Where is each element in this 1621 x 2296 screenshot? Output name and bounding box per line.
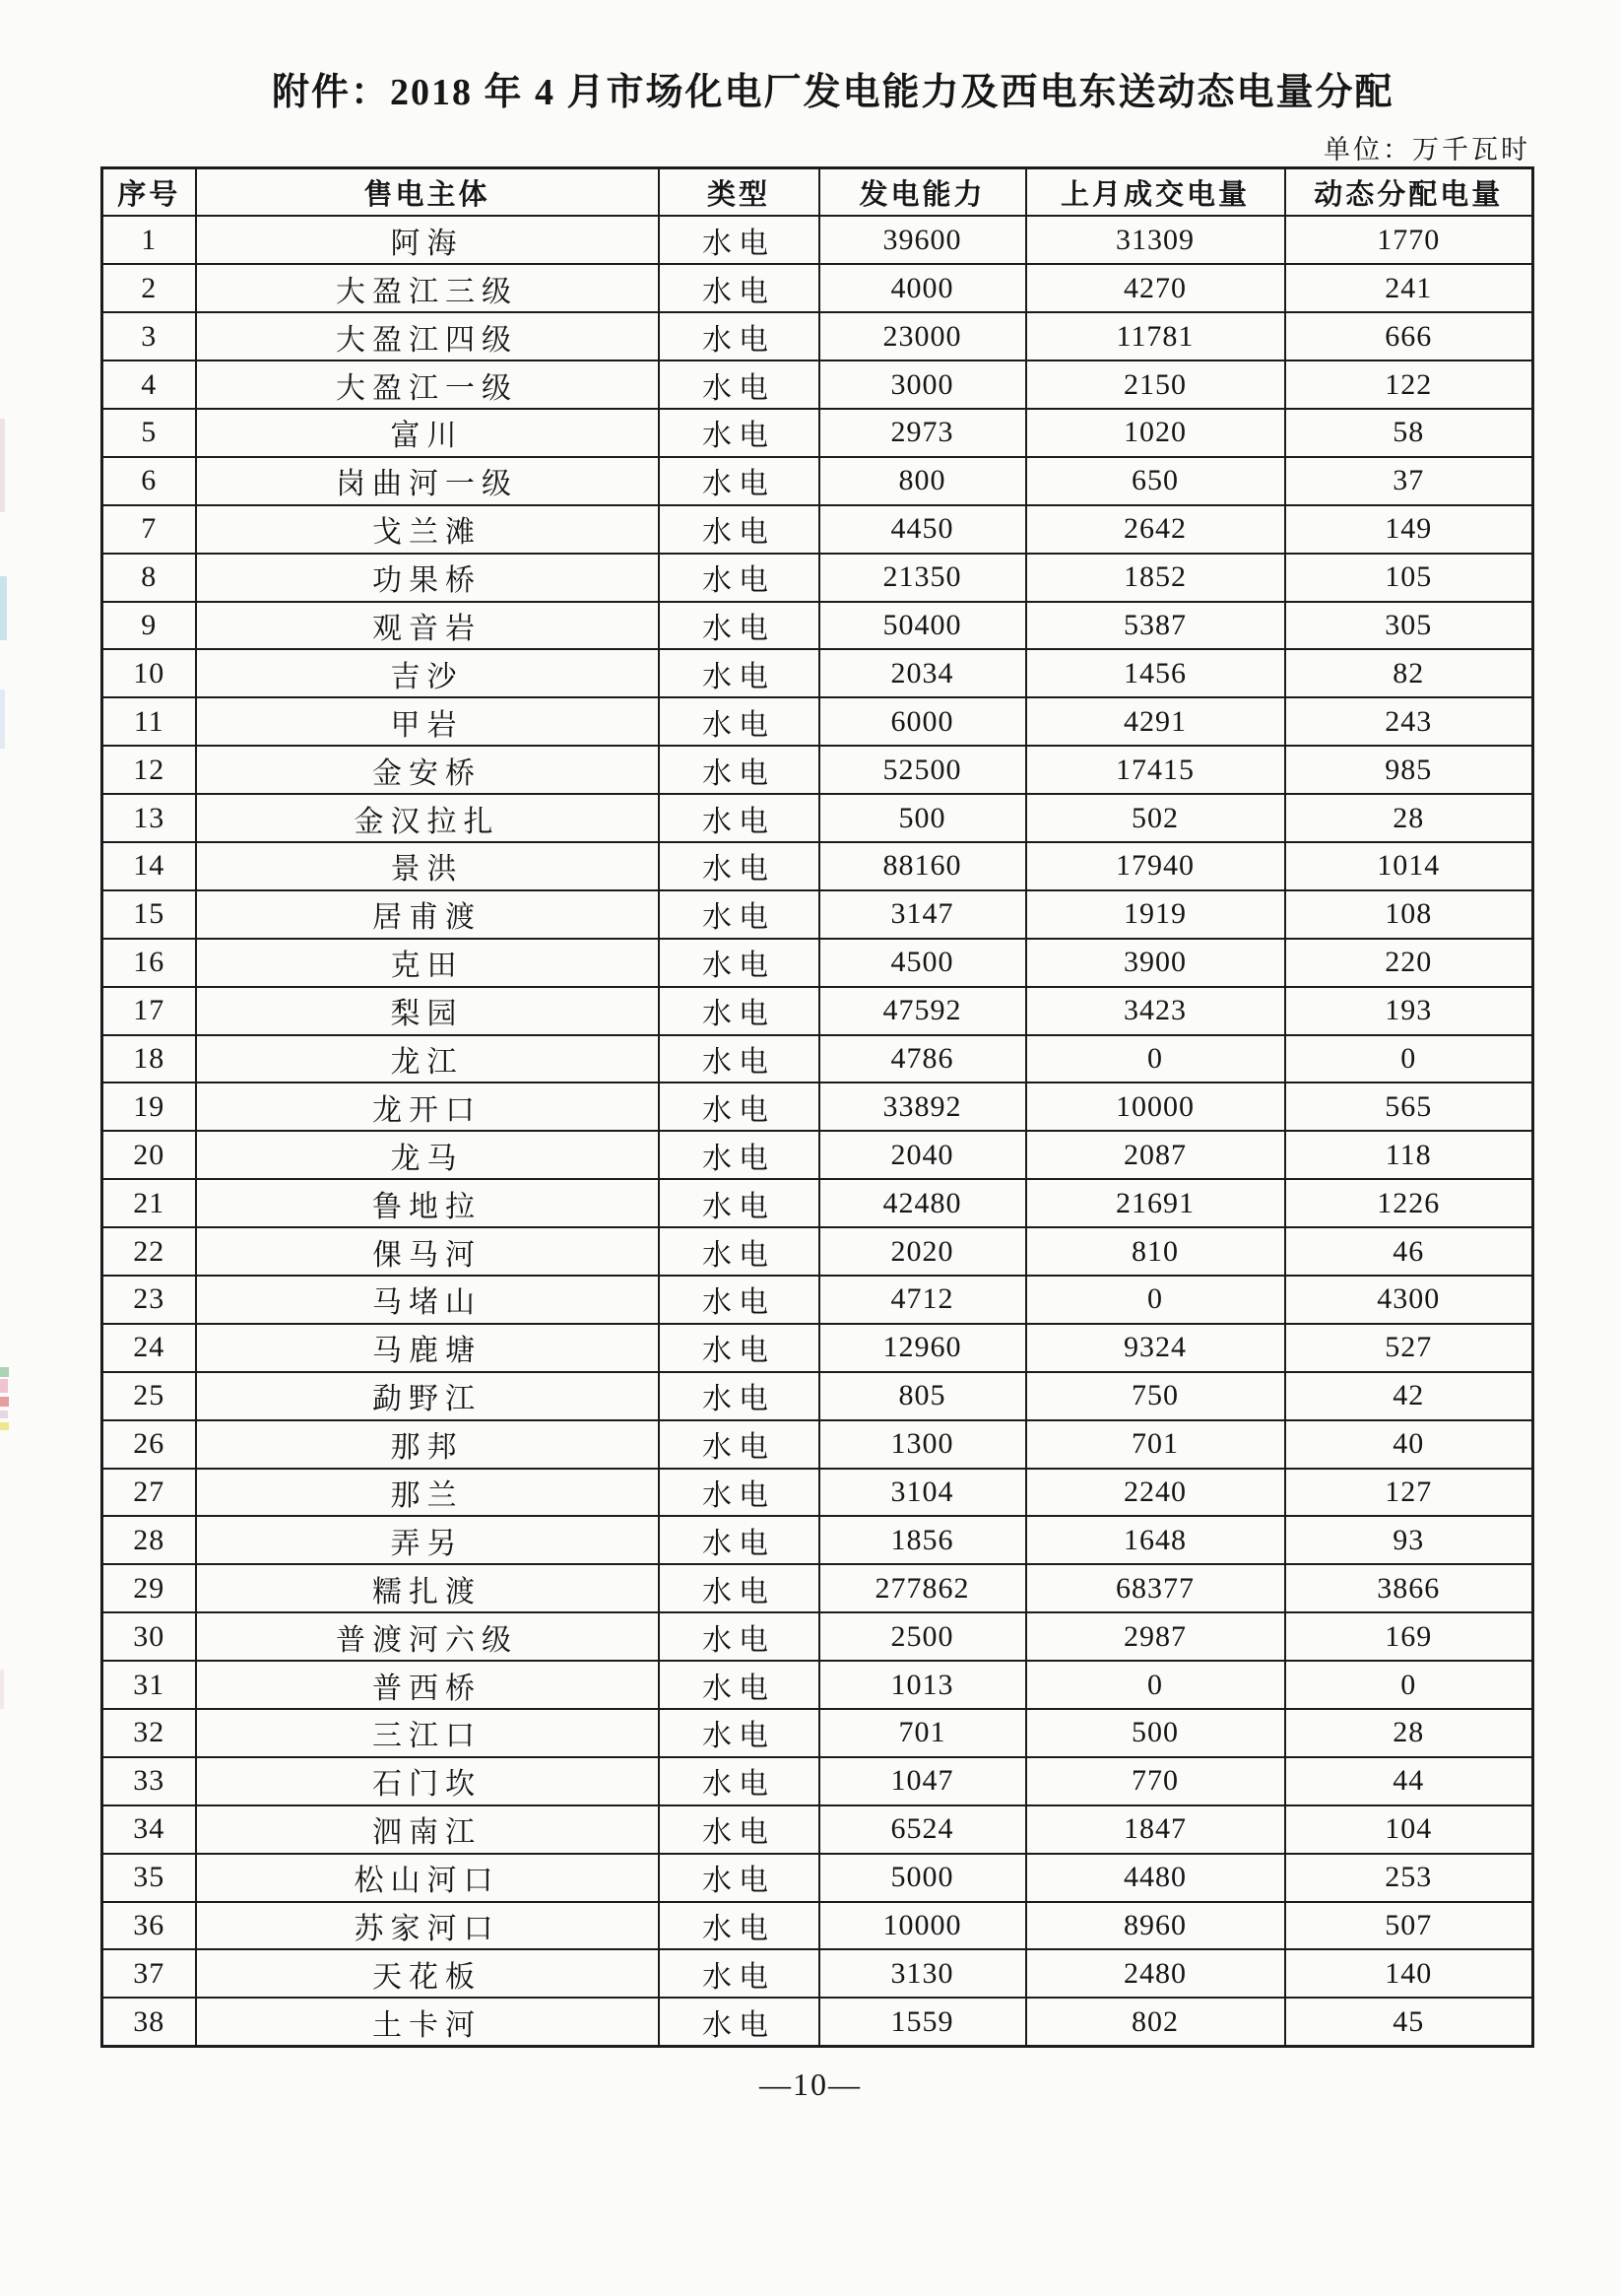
table-cell-seller: 金汉拉扎 — [196, 794, 659, 842]
table-cell-seller: 苏家河口 — [196, 1902, 659, 1950]
table-cell-type: 水电 — [659, 939, 819, 987]
table-row — [102, 1082, 1533, 1131]
table-cell-type: 水电 — [659, 1564, 819, 1612]
table-cell-last-month: 1852 — [1026, 554, 1285, 602]
table-cell-capacity: 52500 — [819, 746, 1026, 794]
table-cell-seller: 居甫渡 — [196, 890, 659, 939]
table-cell-allocation: 108 — [1285, 890, 1533, 939]
table-row — [102, 939, 1533, 987]
table-cell-type: 水电 — [659, 1998, 819, 2046]
table-cell-capacity: 47592 — [819, 987, 1026, 1035]
table-cell-last-month: 5387 — [1026, 602, 1285, 650]
table-cell-allocation: 93 — [1285, 1516, 1533, 1564]
table-cell-capacity: 805 — [819, 1372, 1026, 1420]
table-cell-last-month: 17940 — [1026, 842, 1285, 890]
table-cell-seller: 泗南江 — [196, 1805, 659, 1854]
table-cell-capacity: 4000 — [819, 264, 1026, 312]
table-cell-type: 水电 — [659, 1949, 819, 1998]
table-row — [102, 457, 1533, 505]
table-row — [102, 1469, 1533, 1517]
table-cell-type: 水电 — [659, 649, 819, 697]
table-cell-capacity: 4450 — [819, 505, 1026, 554]
table-row — [102, 602, 1533, 650]
table-cell-last-month: 0 — [1026, 1276, 1285, 1324]
table-row — [102, 794, 1533, 842]
table-cell-seller: 富川 — [196, 409, 659, 457]
table-cell-type: 水电 — [659, 1902, 819, 1950]
table-cell-capacity: 2500 — [819, 1612, 1026, 1661]
table-row — [102, 1372, 1533, 1420]
table-cell-allocation: 46 — [1285, 1227, 1533, 1276]
table-cell-last-month: 2642 — [1026, 505, 1285, 554]
table-row — [102, 987, 1533, 1035]
table-cell-index: 32 — [102, 1709, 196, 1757]
table-cell-index: 14 — [102, 842, 196, 890]
table-cell-capacity: 33892 — [819, 1082, 1026, 1131]
table-row — [102, 1276, 1533, 1324]
table-row — [102, 1949, 1533, 1998]
table-cell-allocation: 1770 — [1285, 216, 1533, 264]
table-cell-type: 水电 — [659, 505, 819, 554]
table-cell-index: 27 — [102, 1469, 196, 1517]
table-cell-type: 水电 — [659, 1516, 819, 1564]
table-cell-type: 水电 — [659, 1227, 819, 1276]
table-cell-last-month: 68377 — [1026, 1564, 1285, 1612]
table-cell-last-month: 3423 — [1026, 987, 1285, 1035]
table-cell-type: 水电 — [659, 697, 819, 746]
table-cell-capacity: 1013 — [819, 1661, 1026, 1709]
table-cell-seller: 倮马河 — [196, 1227, 659, 1276]
table-cell-seller: 克田 — [196, 939, 659, 987]
table-cell-type: 水电 — [659, 216, 819, 264]
table-cell-type: 水电 — [659, 361, 819, 409]
table-cell-index: 35 — [102, 1854, 196, 1902]
table-cell-capacity: 3130 — [819, 1949, 1026, 1998]
table-cell-allocation: 3866 — [1285, 1564, 1533, 1612]
table-row — [102, 1805, 1533, 1854]
table-cell-index: 30 — [102, 1612, 196, 1661]
table-cell-type: 水电 — [659, 890, 819, 939]
table-row — [102, 1179, 1533, 1227]
table-cell-last-month: 2480 — [1026, 1949, 1285, 1998]
table-cell-seller: 大盈江一级 — [196, 361, 659, 409]
table-row — [102, 361, 1533, 409]
table-row — [102, 1854, 1533, 1902]
table-cell-type: 水电 — [659, 746, 819, 794]
table-cell-index: 11 — [102, 697, 196, 746]
scan-artifact — [0, 1397, 9, 1407]
table-cell-type: 水电 — [659, 409, 819, 457]
table-cell-seller: 马堵山 — [196, 1276, 659, 1324]
table-cell-allocation: 122 — [1285, 361, 1533, 409]
table-cell-index: 5 — [102, 409, 196, 457]
table-cell-type: 水电 — [659, 1854, 819, 1902]
table-cell-capacity: 2973 — [819, 409, 1026, 457]
table-cell-capacity: 88160 — [819, 842, 1026, 890]
table-cell-last-month: 1919 — [1026, 890, 1285, 939]
table-cell-capacity: 4500 — [819, 939, 1026, 987]
table-cell-allocation: 0 — [1285, 1661, 1533, 1709]
table-row — [102, 1709, 1533, 1757]
table-cell-allocation: 82 — [1285, 649, 1533, 697]
table-cell-capacity: 6000 — [819, 697, 1026, 746]
table-cell-last-month: 750 — [1026, 1372, 1285, 1420]
table-cell-allocation: 149 — [1285, 505, 1533, 554]
table-cell-type: 水电 — [659, 1131, 819, 1179]
table-cell-capacity: 500 — [819, 794, 1026, 842]
table-cell-allocation: 104 — [1285, 1805, 1533, 1854]
col-header-last-month: 上月成交电量 — [1026, 168, 1285, 217]
table-row — [102, 1420, 1533, 1469]
table-cell-capacity: 50400 — [819, 602, 1026, 650]
table-cell-index: 8 — [102, 554, 196, 602]
table-cell-capacity: 1559 — [819, 1998, 1026, 2046]
table-cell-type: 水电 — [659, 1612, 819, 1661]
table-cell-seller: 龙马 — [196, 1131, 659, 1179]
table-cell-allocation: 4300 — [1285, 1276, 1533, 1324]
table-cell-allocation: 666 — [1285, 312, 1533, 361]
table-cell-index: 22 — [102, 1227, 196, 1276]
table-cell-seller: 甲岩 — [196, 697, 659, 746]
table-cell-seller: 功果桥 — [196, 554, 659, 602]
table-cell-seller: 普西桥 — [196, 1661, 659, 1709]
table-cell-seller: 观音岩 — [196, 602, 659, 650]
table-row — [102, 1757, 1533, 1805]
table-row — [102, 842, 1533, 890]
table-row — [102, 1564, 1533, 1612]
table-cell-last-month: 2087 — [1026, 1131, 1285, 1179]
table-cell-allocation: 169 — [1285, 1612, 1533, 1661]
allocation-table — [100, 166, 1534, 2048]
table-row — [102, 554, 1533, 602]
table-cell-seller: 三江口 — [196, 1709, 659, 1757]
table-cell-last-month: 701 — [1026, 1420, 1285, 1469]
scan-artifact — [0, 1367, 9, 1377]
table-row — [102, 697, 1533, 746]
table-cell-type: 水电 — [659, 1324, 819, 1372]
table-cell-index: 33 — [102, 1757, 196, 1805]
table-cell-last-month: 4291 — [1026, 697, 1285, 746]
table-cell-last-month: 9324 — [1026, 1324, 1285, 1372]
table-cell-type: 水电 — [659, 312, 819, 361]
table-cell-allocation: 105 — [1285, 554, 1533, 602]
page-title: 附件：2018 年 4 月市场化电厂发电能力及西电东送动态电量分配 — [272, 72, 1394, 113]
table-row — [102, 1661, 1533, 1709]
table-row — [102, 409, 1533, 457]
table-cell-index: 23 — [102, 1276, 196, 1324]
table-cell-last-month: 1648 — [1026, 1516, 1285, 1564]
table-cell-allocation: 0 — [1285, 1035, 1533, 1083]
table-cell-capacity: 1047 — [819, 1757, 1026, 1805]
table-cell-type: 水电 — [659, 1420, 819, 1469]
table-cell-capacity: 4786 — [819, 1035, 1026, 1083]
table-cell-allocation: 58 — [1285, 409, 1533, 457]
table-row — [102, 1998, 1533, 2046]
table-cell-allocation: 42 — [1285, 1372, 1533, 1420]
table-row — [102, 1324, 1533, 1372]
table-row — [102, 1516, 1533, 1564]
scan-artifact — [0, 1410, 8, 1418]
table-cell-index: 36 — [102, 1902, 196, 1950]
table-cell-last-month: 31309 — [1026, 216, 1285, 264]
table-cell-type: 水电 — [659, 1805, 819, 1854]
table-cell-seller: 天花板 — [196, 1949, 659, 1998]
table-cell-allocation: 1014 — [1285, 842, 1533, 890]
table-cell-capacity: 39600 — [819, 216, 1026, 264]
table-cell-capacity: 800 — [819, 457, 1026, 505]
table-cell-index: 26 — [102, 1420, 196, 1469]
table-row — [102, 312, 1533, 361]
table-row — [102, 505, 1533, 554]
scan-artifact — [0, 1379, 8, 1393]
table-cell-type: 水电 — [659, 1276, 819, 1324]
table-cell-last-month: 650 — [1026, 457, 1285, 505]
table-row — [102, 1902, 1533, 1950]
table-cell-capacity: 2020 — [819, 1227, 1026, 1276]
table-cell-capacity: 21350 — [819, 554, 1026, 602]
col-header-type: 类型 — [659, 168, 819, 217]
table-cell-index: 4 — [102, 361, 196, 409]
table-cell-seller: 马鹿塘 — [196, 1324, 659, 1372]
table-cell-last-month: 10000 — [1026, 1082, 1285, 1131]
table-cell-index: 7 — [102, 505, 196, 554]
table-cell-capacity: 12960 — [819, 1324, 1026, 1372]
table-cell-last-month: 1847 — [1026, 1805, 1285, 1854]
table-cell-seller: 金安桥 — [196, 746, 659, 794]
table-cell-type: 水电 — [659, 1757, 819, 1805]
scan-artifact — [0, 576, 7, 640]
table-cell-allocation: 37 — [1285, 457, 1533, 505]
table-cell-index: 12 — [102, 746, 196, 794]
table-row — [102, 216, 1533, 264]
table-cell-seller: 龙开口 — [196, 1082, 659, 1131]
table-cell-index: 6 — [102, 457, 196, 505]
table-cell-last-month: 3900 — [1026, 939, 1285, 987]
table-cell-last-month: 11781 — [1026, 312, 1285, 361]
table-row — [102, 1035, 1533, 1083]
table-cell-capacity: 2040 — [819, 1131, 1026, 1179]
table-cell-last-month: 770 — [1026, 1757, 1285, 1805]
table-cell-index: 25 — [102, 1372, 196, 1420]
table-cell-seller: 那邦 — [196, 1420, 659, 1469]
table-cell-type: 水电 — [659, 1709, 819, 1757]
table-cell-index: 20 — [102, 1131, 196, 1179]
table-cell-type: 水电 — [659, 264, 819, 312]
col-header-capacity: 发电能力 — [819, 168, 1026, 217]
table-cell-seller: 大盈江四级 — [196, 312, 659, 361]
table-cell-capacity: 1300 — [819, 1420, 1026, 1469]
table-cell-seller: 土卡河 — [196, 1998, 659, 2046]
table-cell-type: 水电 — [659, 1469, 819, 1517]
table-cell-capacity: 701 — [819, 1709, 1026, 1757]
table-cell-last-month: 1020 — [1026, 409, 1285, 457]
table-cell-seller: 戈兰滩 — [196, 505, 659, 554]
table-cell-seller: 龙江 — [196, 1035, 659, 1083]
table-cell-index: 29 — [102, 1564, 196, 1612]
table-cell-seller: 阿海 — [196, 216, 659, 264]
table-cell-index: 24 — [102, 1324, 196, 1372]
table-cell-type: 水电 — [659, 602, 819, 650]
table-cell-index: 18 — [102, 1035, 196, 1083]
table-header-row — [102, 168, 1533, 217]
table-cell-seller: 糯扎渡 — [196, 1564, 659, 1612]
table-cell-index: 31 — [102, 1661, 196, 1709]
table-cell-index: 38 — [102, 1998, 196, 2046]
table-cell-type: 水电 — [659, 842, 819, 890]
table-cell-allocation: 28 — [1285, 1709, 1533, 1757]
table-cell-index: 3 — [102, 312, 196, 361]
table-cell-seller: 景洪 — [196, 842, 659, 890]
table-cell-seller: 松山河口 — [196, 1854, 659, 1902]
table-cell-capacity: 2034 — [819, 649, 1026, 697]
table-cell-allocation: 507 — [1285, 1902, 1533, 1950]
table-cell-index: 9 — [102, 602, 196, 650]
scan-artifact — [0, 419, 5, 512]
table-cell-type: 水电 — [659, 1035, 819, 1083]
table-cell-seller: 石门坎 — [196, 1757, 659, 1805]
table-row — [102, 1612, 1533, 1661]
col-header-allocation: 动态分配电量 — [1285, 168, 1533, 217]
table-row — [102, 890, 1533, 939]
table-cell-index: 19 — [102, 1082, 196, 1131]
table-cell-capacity: 10000 — [819, 1902, 1026, 1950]
table-cell-type: 水电 — [659, 457, 819, 505]
table-cell-allocation: 220 — [1285, 939, 1533, 987]
table-cell-last-month: 0 — [1026, 1035, 1285, 1083]
table-cell-last-month: 802 — [1026, 1998, 1285, 2046]
table-cell-last-month: 2240 — [1026, 1469, 1285, 1517]
table-cell-seller: 大盈江三级 — [196, 264, 659, 312]
table-cell-last-month: 810 — [1026, 1227, 1285, 1276]
page-number: —10— — [759, 2066, 862, 2102]
table-cell-allocation: 565 — [1285, 1082, 1533, 1131]
table-cell-allocation: 241 — [1285, 264, 1533, 312]
table-cell-index: 1 — [102, 216, 196, 264]
table-cell-allocation: 40 — [1285, 1420, 1533, 1469]
table-cell-type: 水电 — [659, 987, 819, 1035]
table-cell-seller: 普渡河六级 — [196, 1612, 659, 1661]
table-cell-seller: 岗曲河一级 — [196, 457, 659, 505]
table-cell-last-month: 17415 — [1026, 746, 1285, 794]
table-cell-capacity: 6524 — [819, 1805, 1026, 1854]
table-cell-last-month: 2150 — [1026, 361, 1285, 409]
table-cell-last-month: 500 — [1026, 1709, 1285, 1757]
table-cell-seller: 鲁地拉 — [196, 1179, 659, 1227]
col-header-seller: 售电主体 — [196, 168, 659, 217]
table-cell-index: 37 — [102, 1949, 196, 1998]
table-body — [102, 216, 1533, 2046]
table-cell-allocation: 118 — [1285, 1131, 1533, 1179]
table-cell-capacity: 3104 — [819, 1469, 1026, 1517]
table-cell-allocation: 45 — [1285, 1998, 1533, 2046]
table-cell-last-month: 2987 — [1026, 1612, 1285, 1661]
table-cell-allocation: 527 — [1285, 1324, 1533, 1372]
table-cell-allocation: 985 — [1285, 746, 1533, 794]
unit-note: 单位：万千瓦时 — [1324, 135, 1530, 164]
table-row — [102, 1131, 1533, 1179]
table-cell-capacity: 3147 — [819, 890, 1026, 939]
table-row — [102, 746, 1533, 794]
table-cell-capacity: 4712 — [819, 1276, 1026, 1324]
table-cell-allocation: 1226 — [1285, 1179, 1533, 1227]
table-cell-allocation: 243 — [1285, 697, 1533, 746]
table-row — [102, 264, 1533, 312]
table-cell-last-month: 21691 — [1026, 1179, 1285, 1227]
table-row — [102, 1227, 1533, 1276]
table-cell-last-month: 0 — [1026, 1661, 1285, 1709]
table-row — [102, 649, 1533, 697]
table-cell-seller: 吉沙 — [196, 649, 659, 697]
table-cell-allocation: 28 — [1285, 794, 1533, 842]
table-cell-capacity: 5000 — [819, 1854, 1026, 1902]
table-cell-seller: 梨园 — [196, 987, 659, 1035]
table-cell-capacity: 23000 — [819, 312, 1026, 361]
table-cell-last-month: 4480 — [1026, 1854, 1285, 1902]
table-cell-capacity: 277862 — [819, 1564, 1026, 1612]
table-cell-allocation: 305 — [1285, 602, 1533, 650]
table-cell-seller: 弄另 — [196, 1516, 659, 1564]
table-cell-seller: 勐野江 — [196, 1372, 659, 1420]
table-cell-type: 水电 — [659, 1661, 819, 1709]
table-cell-allocation: 253 — [1285, 1854, 1533, 1902]
table-cell-last-month: 1456 — [1026, 649, 1285, 697]
table-cell-allocation: 127 — [1285, 1469, 1533, 1517]
table-cell-index: 28 — [102, 1516, 196, 1564]
table-cell-index: 2 — [102, 264, 196, 312]
table-cell-last-month: 4270 — [1026, 264, 1285, 312]
table-cell-index: 21 — [102, 1179, 196, 1227]
table-cell-seller: 那兰 — [196, 1469, 659, 1517]
table-cell-type: 水电 — [659, 1082, 819, 1131]
table-cell-type: 水电 — [659, 1179, 819, 1227]
table-cell-allocation: 140 — [1285, 1949, 1533, 1998]
table-cell-type: 水电 — [659, 554, 819, 602]
table-cell-capacity: 1856 — [819, 1516, 1026, 1564]
table-cell-index: 10 — [102, 649, 196, 697]
table-cell-last-month: 8960 — [1026, 1902, 1285, 1950]
table-cell-index: 16 — [102, 939, 196, 987]
table-cell-allocation: 44 — [1285, 1757, 1533, 1805]
table-cell-type: 水电 — [659, 1372, 819, 1420]
scan-artifact — [0, 1670, 4, 1709]
table-cell-index: 13 — [102, 794, 196, 842]
table-cell-index: 15 — [102, 890, 196, 939]
table-cell-allocation: 193 — [1285, 987, 1533, 1035]
table-cell-index: 17 — [102, 987, 196, 1035]
table-cell-last-month: 502 — [1026, 794, 1285, 842]
table-cell-index: 34 — [102, 1805, 196, 1854]
table-cell-capacity: 42480 — [819, 1179, 1026, 1227]
scan-artifact — [0, 1422, 9, 1430]
table-cell-type: 水电 — [659, 794, 819, 842]
scan-artifact — [0, 689, 5, 749]
table-cell-capacity: 3000 — [819, 361, 1026, 409]
col-header-index: 序号 — [102, 168, 196, 217]
